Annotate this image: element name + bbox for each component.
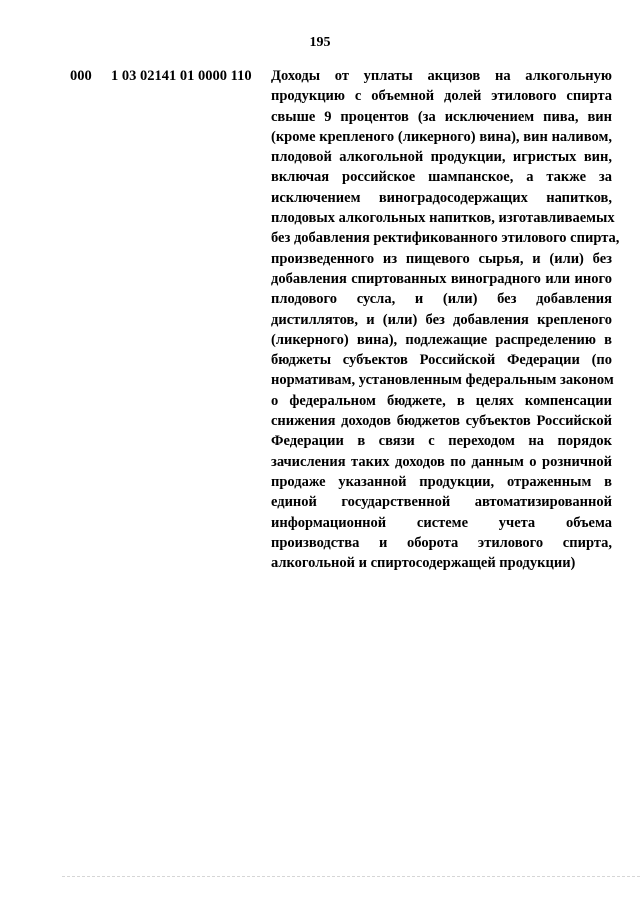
description-line: о федеральном бюджете, в целях компенсации [271,392,612,409]
description-line: нормативам, установленным федеральным законом [271,372,614,389]
description-line: без добавления ректификованного этилового спирта, [271,230,620,247]
description-line: исключением виноградосодержащих напитков, [271,189,612,206]
description-line: зачисления таких доходов по данным о розничной [271,453,612,470]
income-description [271,66,620,573]
description-line: добавления спиртованных виноградного или иного [271,270,612,287]
description-line: снижения доходов бюджетов субъектов Российской [271,413,612,430]
description-line: плодовых алкогольных напитков, изготавливаемых [271,210,615,227]
description-line: продаже указанной продукции, отраженным в [271,473,612,490]
page-number: 195 [309,35,331,50]
description-line: плодовой алкогольной продукции, игристых вин, [271,149,612,166]
description-line: Федерации в связи с переходом на порядок [271,433,612,450]
budget-classification-code: 1 03 02141 01 0000 110 [111,68,252,84]
description-line: Доходы от уплаты акцизов на алкогольную [271,68,612,84]
description-line: произведенного из пищевого сырья, и (или) без [271,250,612,267]
description-line: производства и оборота этилового спирта, [271,534,612,551]
description-line: алкогольной и спиртосодержащей продукции) [271,555,576,572]
scan-edge-line [62,876,640,877]
administrator-code: 000 [70,68,92,84]
description-line: (ликерного) вина), подлежащие распределению в [271,331,612,348]
description-line: продукцию с объемной долей этилового спирта [271,88,612,105]
description-line: (кроме крепленого (ликерного) вина), вин наливом, [271,128,612,145]
description-line: единой государственной автоматизированной [271,494,612,511]
description-line: свыше 9 процентов (за исключением пива, вин [271,108,612,125]
description-line: информационной системе учета объема [271,514,612,531]
description-line: включая российское шампанское, а также за [271,169,612,186]
description-line: дистиллятов, и (или) без добавления крепленого [271,311,612,328]
description-line: плодового сусла, и (или) без добавления [271,291,612,308]
description-line: бюджеты субъектов Российской Федерации (по [271,352,612,369]
